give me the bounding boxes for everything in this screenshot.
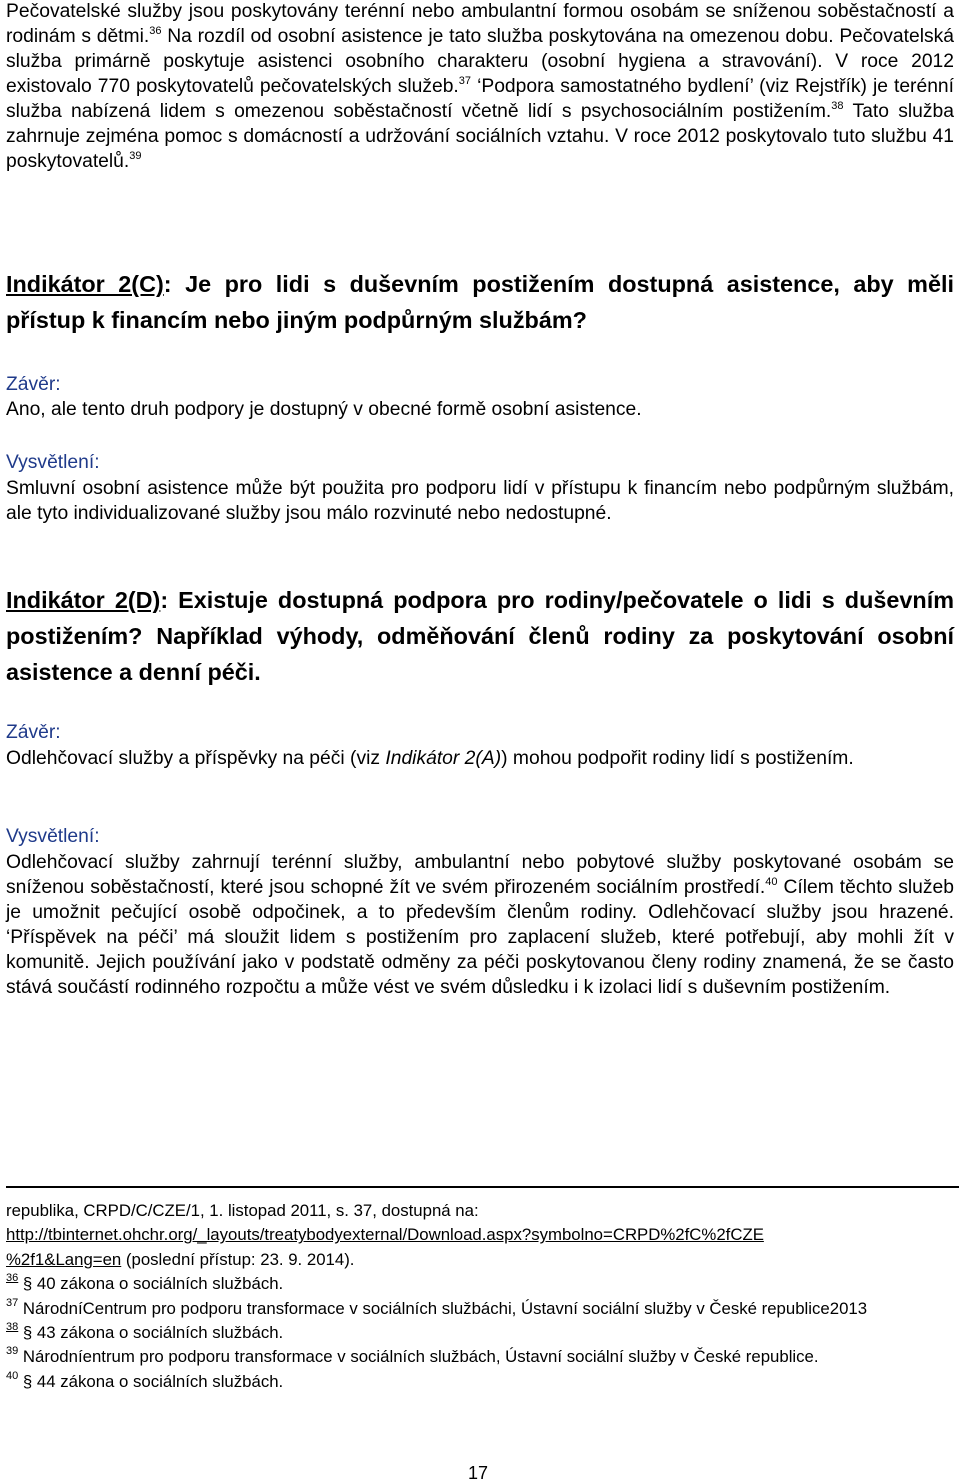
intro-sentence-4: Tato služba zahrnuje zejména pomoc s domácností a udržování sociálních vztahu. V roce 2012 poskytovalo tuto službu 41 poskytovatelů. — [6, 101, 954, 172]
indicator-2a-reference: Indikátor 2(A) — [385, 748, 502, 769]
footnote-ref-36[interactable]: 36 — [149, 25, 162, 37]
indicator-2c-conclusion-label: Závěr: — [6, 374, 61, 395]
indicator-2d-code: Indikátor 2(D) — [6, 587, 161, 613]
footnote-ref-39[interactable]: 39 — [129, 150, 142, 162]
page-number: 17 — [468, 1463, 489, 1483]
intro-sentence-3: ‘Podpora samostatného bydlení’ (viz Rejstřík) je terénní služba nabízená lidem s omezenou soběstačností včetně lidí s psychosociálním postižením. — [6, 76, 954, 122]
indicator-2d-conclusion-text: Odlehčovací služby a příspěvky na péči (viz Indikátor 2(A)) mohou podpořit rodiny lidí s postižením. — [6, 748, 854, 769]
indicator-2c-heading — [6, 266, 954, 338]
footnote-38: $^{38}$ § 43 zákona o sociálních službách. — [6, 1321, 284, 1343]
footnote-ref-37[interactable]: 37 — [458, 75, 472, 87]
footnote-link-end[interactable]: %2f1&Lang=en — [6, 1249, 122, 1269]
indicator-2d-explanation-text: Odlehčovací služby zahrnují terénní služby, ambulantní nebo pobytové služby poskytované osobám se sníženou soběstačností, které jsou schopné žít ve svém přirozeném sociálním prostředí.$^{40}$ Cílem těchto služeb je umožnit pečující osobě odpočinek, a to především členům rodiny. Odlehčovací služby jsou hrazené. ‘Příspěvek na péči’ má sloužit lidem s postižením pro zaplacení služeb, které potřebují, aby mohli žít v komunitě. Jejich používání jako v podstatě odměny za péči poskytovanou členy rodiny znamená, že se často stává součástí rodinného rozpočtu a může vést ve svém důsledku i k izolaci lidí s duševním postižením. — [6, 852, 954, 998]
footnote-40: $^{40}$ § 44 zákona o sociálních službách. — [6, 1369, 284, 1391]
indicator-2d-question: : Existuje dostupná podpora pro rodiny/pečovatele o lidi s duševním postižením? Například výhody, odměňování členů rodiny za poskytování osobní asistence a denní péči. — [6, 587, 954, 685]
intro-sentence-2: Na rozdíl od osobní asistence je tato služba poskytována na omezenou dobu. Pečovatelská služba primárně poskytuje asistenci osobního charakteru (osobní hygiena a stravování). V roce 2012 existovalo 770 poskytovatelů pečovatelských služeb. — [6, 26, 954, 97]
footnote-ref-38[interactable]: 38 — [831, 100, 844, 112]
footnote-link-line — [6, 1223, 954, 1247]
indicator-2c-explanation-text: Smluvní osobní asistence může být použita pro podporu lidí v přístupu k financím nebo podpůrným službám, ale tyto individualizované služby jsou málo rozvinuté nebo nedostupné. — [6, 478, 954, 524]
footnotes — [6, 1199, 954, 1394]
intro-paragraph — [6, 0, 954, 174]
indicator-2c-conclusion-text: Ano, ale tento druh podpory je dostupný v obecné formě osobní asistence. — [6, 399, 642, 420]
footnote-link[interactable]: http://tbinternet.ohchr.org/_layouts/treatybodyexternal/Download.aspx?symbolno=CRPD%2fC%2fCZE — [6, 1225, 764, 1245]
indicator-2c-code: Indikátor 2(C) — [6, 271, 164, 297]
indicator-2d-explanation-label: Vysvětlení: — [6, 826, 100, 847]
footnote-separator — [6, 1186, 959, 1188]
footnote-continuation: republika, CRPD/C/CZE/1, 1. listopad 2011, s. 37, dostupná na: — [6, 1201, 479, 1220]
footnote-ref-40[interactable]: 40 — [765, 876, 778, 888]
indicator-2d-heading — [6, 582, 954, 690]
footnote-39: $^{39}$ Národníentrum pro podporu transformace v sociálních službách, Ústavní sociální služby v České republice. — [6, 1345, 819, 1367]
indicator-2d-conclusion-label: Závěr: — [6, 722, 61, 743]
indicator-2c-explanation-label: Vysvětlení: — [6, 452, 100, 473]
intro-sentence-1: Pečovatelské služby jsou poskytovány terénní nebo ambulantní formou osobám se sníženou soběstačností a rodinám s dětmi. — [6, 1, 954, 47]
footnote-36: $^{36}$ § 40 zákona o sociálních službách. — [6, 1272, 284, 1294]
footnote-37: $^{37}$ NárodníCentrum pro podporu transformace v sociálních službáchi, Ústavní sociální služby v České republice2013 — [6, 1296, 868, 1318]
indicator-2c-question: : Je pro lidi s duševním postižením dostupná asistence, aby měli přístup k financím nebo jiným podpůrným službám? — [6, 271, 954, 333]
footnote-link-line-2: %2f1&Lang=en (poslední přístup: 23. 9. 2014). — [6, 1249, 355, 1269]
